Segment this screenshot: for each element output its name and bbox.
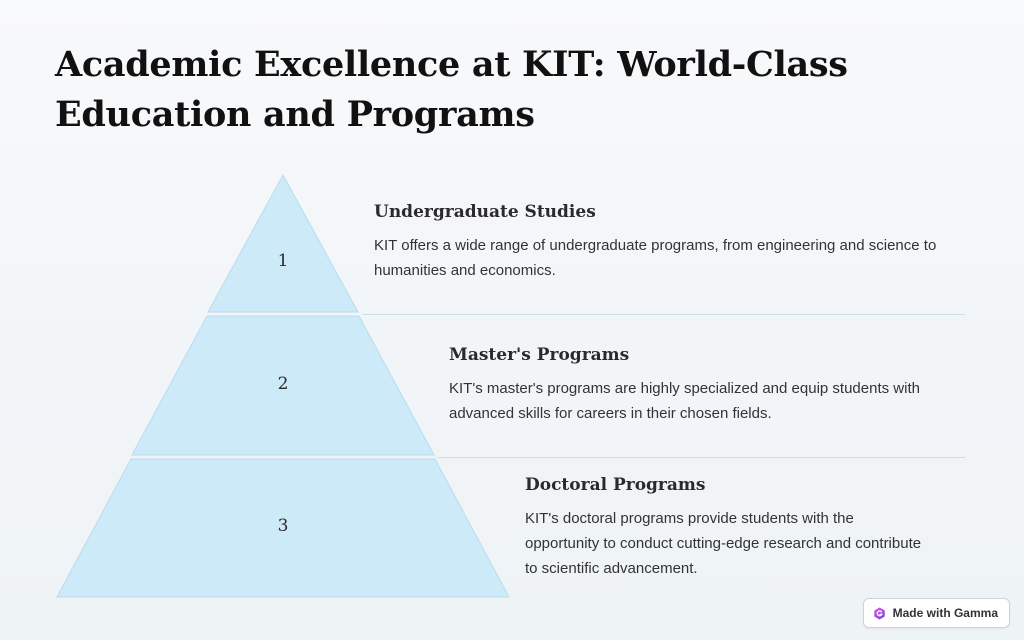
tier-3-number: 3 — [277, 516, 289, 536]
tier-divider-1 — [362, 314, 965, 315]
tier-divider-2 — [437, 457, 965, 458]
badge-label: Made with Gamma — [892, 606, 998, 620]
tier-1-description: KIT offers a wide range of undergraduate programs, from engineering and science to humanities and economics. — [374, 237, 937, 279]
tier-3-description: KIT's doctoral programs provide students with the opportunity to conduct cutting-edge research and contribute to scientific advancement. — [525, 510, 922, 577]
tier-2-heading: Master's Programs — [449, 345, 630, 365]
tier-2-number: 2 — [277, 374, 289, 394]
tier-2-description: KIT's master's programs are highly specialized and equip students with advanced skills for careers in their chosen fields. — [449, 380, 920, 422]
tier-1-text — [374, 201, 954, 283]
pyramid-tier-1 — [208, 175, 358, 312]
tier-3-heading: Doctoral Programs — [525, 475, 706, 495]
tier-1-number: 1 — [277, 251, 289, 271]
gamma-logo-icon — [873, 607, 886, 620]
tier-1-heading: Undergraduate Studies — [374, 202, 596, 222]
slide-title: Academic Excellence at KIT: World-Class Education and Programs — [55, 44, 848, 135]
tier-2-text — [449, 344, 959, 426]
made-with-gamma-badge[interactable] — [863, 598, 1010, 628]
tier-3-text — [525, 474, 925, 581]
